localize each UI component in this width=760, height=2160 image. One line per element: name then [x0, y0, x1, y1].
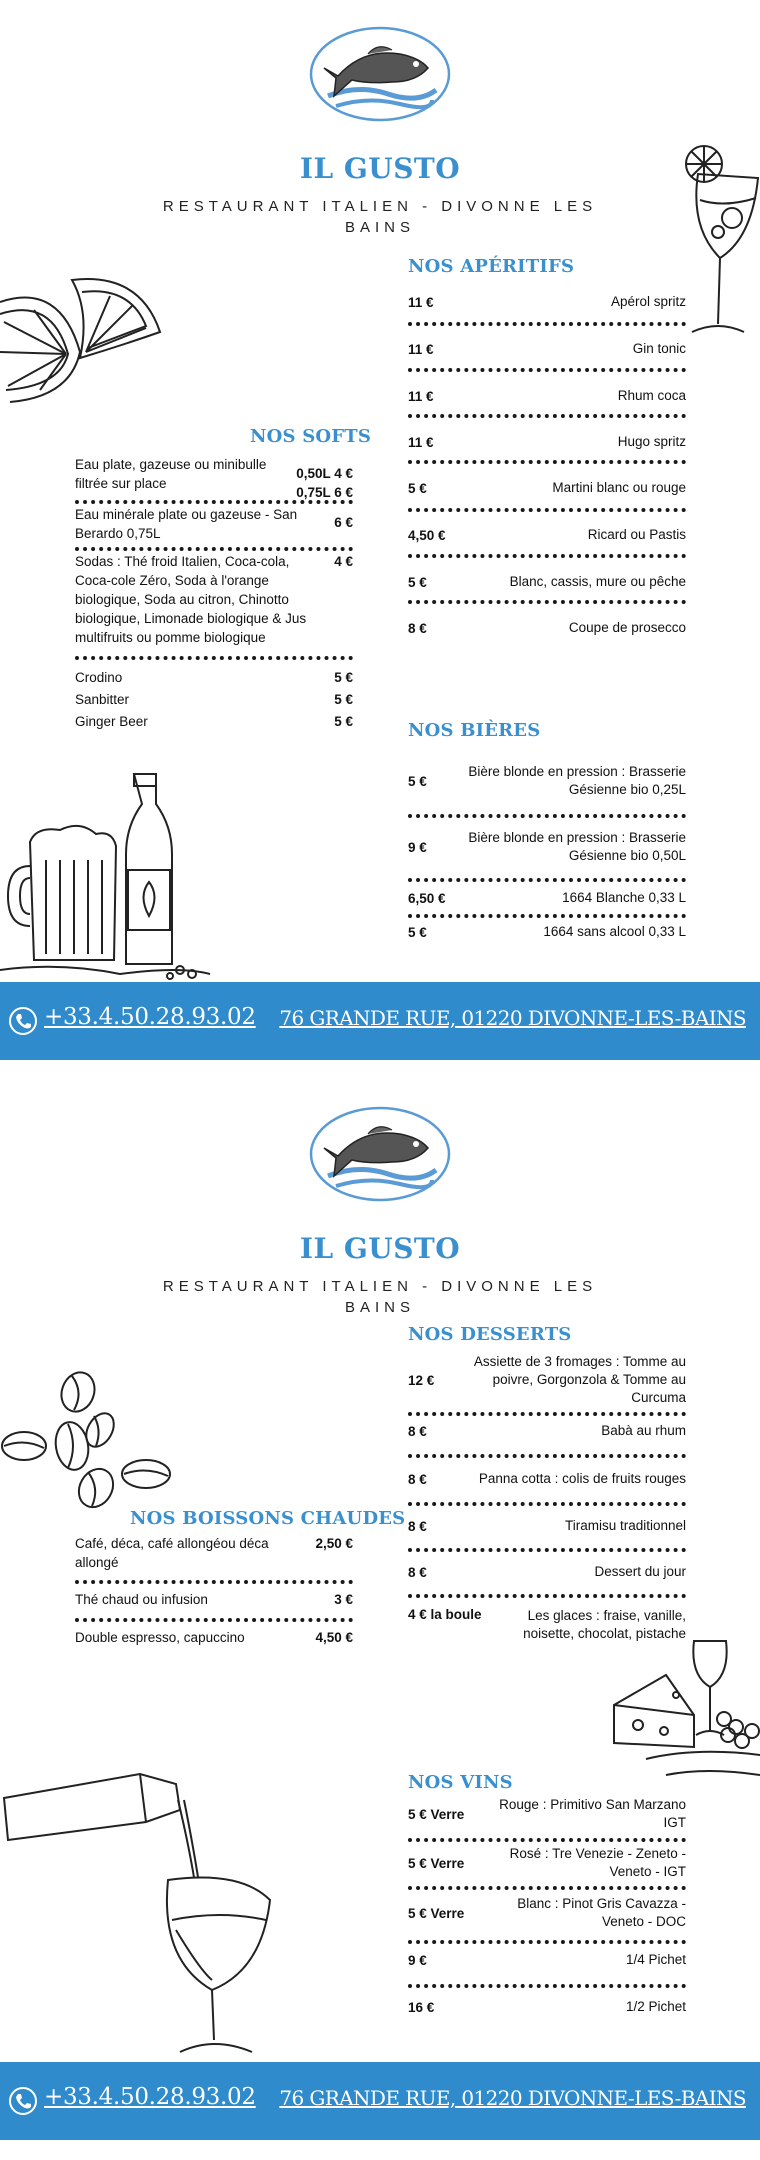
- item-price: 8 €: [408, 1423, 427, 1439]
- item-price: 16 €: [408, 1999, 435, 2015]
- aperitif-item: [408, 386, 686, 406]
- dotted-divider: [408, 414, 686, 418]
- address-link[interactable]: 76 GRANDE RUE, 01220 DIVONNE-LES-BAINS: [279, 1006, 746, 1030]
- item-label: Rosé : Tre Venezie - Zeneto - Veneto - IGT: [509, 1846, 686, 1879]
- item-price: 5 €: [408, 574, 427, 590]
- item-label: Café, déca, café allongéou déca allongé: [75, 1536, 269, 1570]
- item-label: 1/4 Pichet: [625, 1952, 686, 1967]
- item-price: 5 € Verre: [408, 1855, 465, 1871]
- soft-item: [75, 712, 353, 731]
- dotted-divider: [408, 878, 686, 882]
- dotted-divider: [75, 500, 353, 504]
- dotted-divider: [408, 600, 686, 604]
- item-price: 9 €: [408, 1952, 427, 1968]
- item-price: 11 €: [408, 294, 434, 310]
- item-label: Tiramisu traditionnel: [564, 1518, 686, 1533]
- item-label: 1664 Blanche 0,33 L: [562, 890, 686, 905]
- coffee-beans-illustration: [0, 1360, 180, 1520]
- dotted-divider: [408, 460, 686, 464]
- section-title-softs: NOS SOFTS: [250, 426, 372, 447]
- item-label: Bière blonde en pression : Brasserie Gésienne bio 0,50L: [468, 830, 686, 863]
- section-title-vins: NOS VINS: [408, 1772, 513, 1793]
- item-price: 5 € Verre: [408, 1806, 465, 1822]
- item-label: Blanc, cassis, mure ou pêche: [509, 574, 686, 589]
- item-label: Rhum coca: [617, 388, 686, 403]
- item-label: Babà au rhum: [601, 1423, 686, 1438]
- beer-item: [408, 828, 686, 866]
- item-price: 8 €: [408, 1518, 427, 1534]
- item-label: Gin tonic: [632, 341, 686, 356]
- item-price: 5 €: [334, 692, 353, 707]
- soft-item: [75, 505, 353, 543]
- dotted-divider: [408, 1594, 686, 1598]
- item-label: Eau minérale plate ou gazeuse - San Berardo 0,75L: [75, 507, 298, 541]
- item-label: Hugo spritz: [617, 434, 686, 449]
- brand-subtitle: RESTAURANT ITALIEN - DIVONNE LES BAINS: [162, 1278, 598, 1316]
- item-price: 2,50 €: [315, 1536, 353, 1551]
- dessert-item: [408, 1469, 686, 1489]
- hot-drink-item: [75, 1628, 353, 1647]
- aperitif-item: [408, 478, 686, 498]
- aperitif-item: [408, 525, 686, 545]
- item-price: 5 €: [408, 480, 427, 496]
- dessert-item: [408, 1562, 686, 1582]
- dotted-divider: [408, 1940, 686, 1944]
- brand-subtitle: RESTAURANT ITALIEN - DIVONNE LES BAINS: [162, 198, 598, 236]
- item-price: 9 €: [408, 839, 427, 855]
- dotted-divider: [408, 914, 686, 918]
- soft-item: [75, 668, 353, 687]
- address-link[interactable]: 76 GRANDE RUE, 01220 DIVONNE-LES-BAINS: [279, 2086, 746, 2110]
- dotted-divider: [408, 1984, 686, 1988]
- item-price: 5 €: [334, 714, 353, 729]
- dotted-divider: [408, 1548, 686, 1552]
- item-price: 4 € la boule: [408, 1607, 482, 1622]
- item-price: 8 €: [408, 1564, 427, 1580]
- item-label: Panna cotta : colis de fruits rouges: [478, 1471, 686, 1486]
- dotted-divider: [408, 1412, 686, 1416]
- item-price: 11 €: [408, 388, 434, 404]
- beer-item: [408, 762, 686, 800]
- item-price: 11 €: [408, 434, 434, 450]
- item-label: 1/2 Pichet: [625, 1999, 686, 2014]
- item-label: Double espresso, capuccino: [75, 1630, 245, 1645]
- item-label: Martini blanc ou rouge: [552, 480, 686, 495]
- item-label: Ginger Beer: [75, 714, 148, 729]
- item-label: Bière blonde en pression : Brasserie Gésienne bio 0,25L: [468, 764, 686, 797]
- item-price: 5 €: [408, 924, 427, 940]
- dotted-divider: [408, 368, 686, 372]
- dotted-divider: [75, 547, 353, 551]
- item-label: Thé chaud ou infusion: [75, 1592, 208, 1607]
- footer-bar: [0, 2062, 760, 2140]
- dotted-divider: [408, 508, 686, 512]
- item-label: Apérol spritz: [610, 294, 686, 309]
- cheese-wine-illustration: [606, 1635, 760, 1795]
- spritz-glass-illustration: [680, 138, 760, 338]
- dotted-divider: [408, 1454, 686, 1458]
- item-price: 5 €: [334, 670, 353, 685]
- item-price: 0,75L 6 €: [296, 485, 353, 500]
- item-label: Eau plate, gazeuse ou minibulle filtrée sur place: [75, 457, 267, 491]
- item-price: 6,50 €: [408, 890, 446, 906]
- dessert-item: [408, 1421, 686, 1441]
- item-price: 4 €: [334, 554, 353, 569]
- item-label: Blanc : Pinot Gris Cavazza - Veneto - DOC: [517, 1896, 686, 1929]
- item-label: Sanbitter: [75, 692, 130, 707]
- item-price: 3 €: [334, 1592, 353, 1607]
- wine-pour-illustration: [0, 1770, 310, 2060]
- wine-item: [408, 1894, 686, 1932]
- item-price: 5 € Verre: [408, 1905, 465, 1921]
- section-title-bieres: NOS BIÈRES: [408, 720, 541, 741]
- fish-logo: [308, 1104, 452, 1204]
- menu-page-2: [0, 1080, 760, 2160]
- hot-drink-item: [75, 1534, 353, 1572]
- dotted-divider: [408, 322, 686, 326]
- item-price: 11 €: [408, 341, 434, 357]
- dessert-item: [408, 1352, 686, 1408]
- item-price: 0,50L 4 €: [296, 466, 353, 481]
- item-price: 6 €: [334, 515, 353, 530]
- phone-icon: [8, 2086, 38, 2116]
- aperitif-item: [408, 339, 686, 359]
- section-title-aperitifs: NOS APÉRITIFS: [408, 256, 575, 277]
- phone-icon: [8, 1006, 38, 1036]
- item-label: Assiette de 3 fromages : Tomme au poivre, Gorgonzola & Tomme au Curcuma: [473, 1354, 686, 1405]
- dotted-divider: [75, 1618, 353, 1622]
- footer-bar: [0, 982, 760, 1060]
- soft-item: [75, 690, 353, 709]
- wine-item: [408, 1950, 686, 1970]
- aperitif-item: [408, 432, 686, 452]
- dessert-item: [408, 1516, 686, 1536]
- beer-mug-bottle-illustration: [0, 770, 240, 982]
- aperitif-item: [408, 572, 686, 592]
- wine-item: [408, 1997, 686, 2017]
- brand-name: IL GUSTO: [299, 1232, 461, 1265]
- dotted-divider: [408, 1502, 686, 1506]
- item-price-group: [296, 455, 353, 502]
- item-label: Sodas : Thé froid Italien, Coca-cola, Coca-cole Zéro, Soda à l'orange biologique, Soda au citron, Chinotto biologique, Limonade biologique & Jus multifruits ou pomme biologique: [75, 554, 307, 645]
- section-title-desserts: NOS DESSERTS: [408, 1324, 572, 1345]
- item-label: Rouge : Primitivo San Marzano IGT: [499, 1797, 686, 1830]
- item-price: 8 €: [408, 1471, 427, 1487]
- beer-item: [408, 888, 686, 908]
- fish-logo: [308, 24, 452, 124]
- wine-item: [408, 1795, 686, 1833]
- item-price: 4,50 €: [315, 1630, 353, 1645]
- item-label: Coupe de prosecco: [568, 620, 686, 635]
- dotted-divider: [408, 554, 686, 558]
- brand-name: IL GUSTO: [299, 152, 461, 185]
- hot-drink-item: [75, 1590, 353, 1609]
- soft-item: [75, 552, 353, 647]
- orange-slices-illustration: [0, 262, 200, 412]
- phone-link[interactable]: +33.4.50.28.93.02: [44, 2084, 256, 2110]
- dotted-divider: [75, 1580, 353, 1584]
- soft-item: [75, 455, 353, 502]
- item-price: 4,50 €: [408, 527, 446, 543]
- item-price: 8 €: [408, 620, 427, 636]
- item-label: Les glaces : fraise, vanille, noisette, chocolat, pistache: [523, 1608, 686, 1641]
- item-price: 12 €: [408, 1372, 435, 1388]
- aperitif-item: [408, 292, 686, 312]
- dotted-divider: [408, 1838, 686, 1842]
- aperitif-item: [408, 618, 686, 638]
- item-label: Crodino: [75, 670, 123, 685]
- phone-link[interactable]: +33.4.50.28.93.02: [44, 1004, 256, 1030]
- item-label: Dessert du jour: [594, 1564, 686, 1579]
- section-title-boissons-chaudes: NOS BOISSONS CHAUDES: [130, 1508, 406, 1529]
- dotted-divider: [75, 656, 353, 660]
- item-label: Ricard ou Pastis: [587, 527, 686, 542]
- dotted-divider: [408, 1886, 686, 1890]
- beer-item: [408, 922, 686, 942]
- wine-item: [408, 1844, 686, 1882]
- item-price: 5 €: [408, 773, 427, 789]
- dotted-divider: [408, 814, 686, 818]
- item-label: 1664 sans alcool 0,33 L: [543, 924, 686, 939]
